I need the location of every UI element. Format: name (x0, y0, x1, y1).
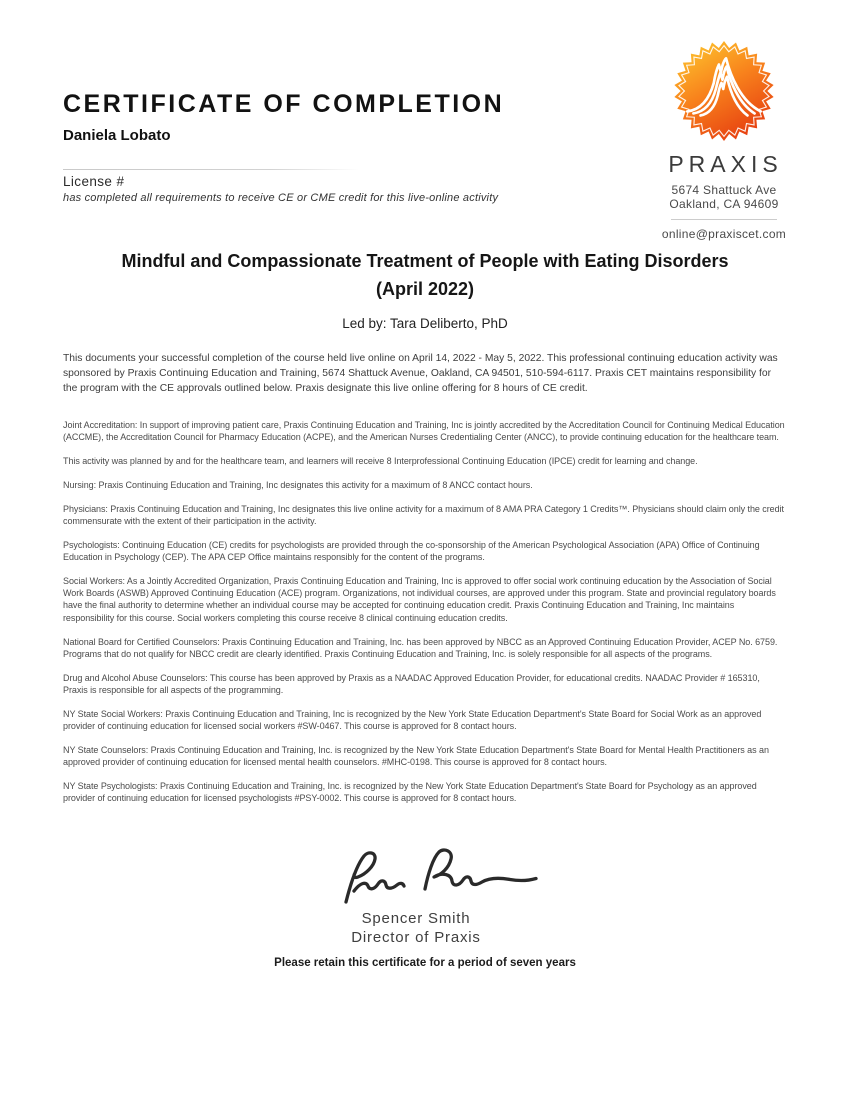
signer-name: Spencer Smith (361, 910, 471, 927)
accreditation-section (63, 419, 786, 816)
license-divider (63, 169, 359, 170)
praxis-logo-block (646, 40, 802, 241)
course-title (0, 247, 850, 303)
retention-note: Please retain this certificate for a period of seven years (274, 957, 576, 969)
instructor-line: Led by: Tara Deliberto, PhD (342, 316, 508, 331)
certificate-heading: CERTIFICATE OF COMPLETION (63, 90, 505, 118)
accreditation-paragraph: NY State Social Workers: Praxis Continuing Education and Training, Inc is recognized by the New York State Education Department's State Board for Social Work as an approved provider of continuing education for licensed social workers #SW-0467. This course is approved for 8 contact hours. (63, 708, 762, 731)
signature-image (330, 844, 545, 910)
accreditation-paragraph: NY State Counselors: Praxis Continuing Education and Training, Inc. is recognized by the New York State Education Department's State Board for Mental Health Practitioners as an approved provider of continuing education for licensed mental health counselors. #MHC-0198. This course is approved for 8 contact hours. (63, 744, 769, 767)
address-line-2: Oakland, CA 94609 (669, 196, 779, 211)
license-label: License # (63, 174, 125, 189)
accreditation-paragraph: National Board for Certified Counselors: Praxis Continuing Education and Training, Inc. has been approved by NBCC as an Approved Continuing Education Provider, ACEP No. 6759. Programs that do not qualify for NBCC credit are clearly identified. Praxis Continuing Education and Training, Inc. is solely responsible for all aspects of the programs. (63, 636, 778, 659)
accreditation-paragraph: This activity was planned by and for the healthcare team, and learners will receive 8 Interprofessional Continuing Education (IPCE) credit for learning and change. (63, 456, 698, 467)
accreditation-paragraph: NY State Psychologists: Praxis Continuing Education and Training, Inc. is recognized by the New York State Education Department's State Board for Psychology as an approved provider of continuing education for licensed psychologists #PSY-0002. This course is approved for 8 contact hours. (63, 780, 757, 803)
accreditation-paragraph: Physicians: Praxis Continuing Education and Training, Inc designates this live online activity for a maximum of 8 AMA PRA Category 1 Credits™. Physicians should claim only the credit commensurate with the extent of their participation in the activity. (63, 504, 784, 527)
accreditation-paragraph: Joint Accreditation: In support of improving patient care, Praxis Continuing Education and Training, Inc is jointly accredited by the Accreditation Council for Continuing Medical Education (ACCME), the Accreditation Council for Pharmacy Education (ACPE), and the American Nurses Credentialing Center (ANCC), to provide continuing education for the healthcare team. (63, 420, 785, 443)
recipient-name: Daniela Lobato (63, 127, 171, 144)
brand-address (646, 184, 802, 211)
logo-divider (671, 219, 777, 220)
praxis-badge-icon (673, 40, 775, 142)
accreditation-paragraph: Social Workers: As a Jointly Accredited Organization, Praxis Continuing Education and Training, Inc is approved to offer social work continuing education by the Association of Social Work Boards (ASWB) Approved Continuing Education (ACE) program. Organizations, not individual courses, are approved under this program. State and provincial regulatory boards have the final authority to determine whether an individual course may be accepted for continuing education credit. Praxis Continuing Education and Training, Inc maintains responsibility for this course. Social workers completing this course receive 8 clinical continuing education credits. (63, 576, 776, 623)
completion-note: has completed all requirements to receive CE or CME credit for this live-online activity (63, 192, 499, 204)
course-title-line-2: (April 2022) (375, 279, 475, 299)
address-line-1: 5674 Shattuck Ave (671, 183, 777, 197)
accreditation-paragraph: Drug and Alcohol Abuse Counselors: This course has been approved by Praxis as a NAADAC Approved Education Provider, for educational credits. NAADAC Provider # 165310, Praxis is responsible for all aspects of the programming. (63, 672, 760, 695)
accreditation-paragraph: Nursing: Praxis Continuing Education and Training, Inc designates this activity for a maximum of 8 ANCC contact hours. (63, 480, 533, 491)
signer-block (316, 910, 516, 947)
brand-name: PRAXIS (668, 151, 783, 177)
intro-paragraph: This documents your successful completion of the course held live online on April 14, 2022 - May 5, 2022. This professional continuing education activity was sponsored by Praxis Continuing Education and Training, 5674 Shattuck Avenue, Oakland, CA 94501, 510-594-6117. Praxis CET maintains responsibility for the program with the CE approvals outlined below. Praxis designate this live online offering for 8 hours of CE credit. (63, 353, 778, 394)
signer-title: Director of Praxis (351, 928, 481, 946)
accreditation-paragraph: Psychologists: Continuing Education (CE) credits for psychologists are provided through the co-sponsorship of the American Psychological Association (APA) Office of Continuing Education in Psychology (CEP). The APA CEP Office maintains responsibly for the content of the programs. (63, 540, 760, 563)
course-title-line-1: Mindful and Compassionate Treatment of People with Eating Disorders (121, 251, 729, 271)
contact-email: online@praxiscet.com (661, 227, 787, 241)
